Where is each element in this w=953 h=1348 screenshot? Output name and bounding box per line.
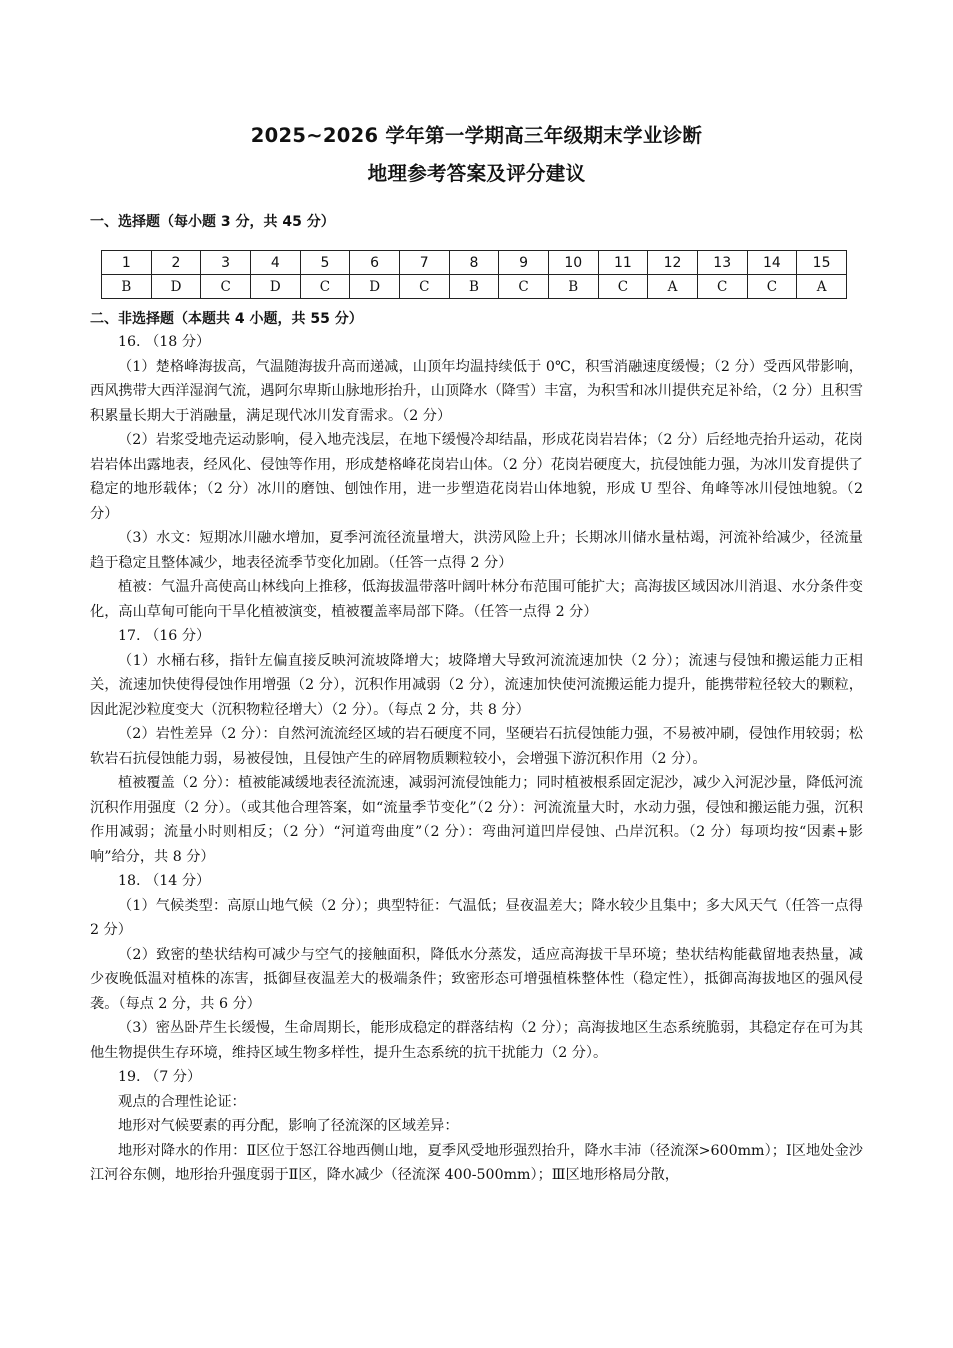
question-number: 4 (250, 251, 300, 275)
question-number: 3 (201, 251, 251, 275)
q19-line-1: 观点的合理性论证： (118, 1093, 246, 1110)
question-number: 12 (648, 251, 698, 275)
question-17-header: 17. （16 分） (118, 628, 211, 644)
q16-part-3-hydrology: （3）水文：短期冰川融水增加，夏季河流径流量增大，洪涝风险上升；长期冰川储水量枯竭，河流补给减少，径流量趋于稳定且整体减少，地表径流季节变化加剧。（任答一点得 2 分） (90, 530, 863, 571)
question-number: 2 (151, 251, 201, 275)
question-number-row (102, 251, 847, 275)
q16-part-2: （2）岩浆受地壳运动影响，侵入地壳浅层，在地下缓慢冷却结晶，形成花岗岩岩体；（2 分）后经地壳抬升运动，花岗岩岩体出露地表，经风化、侵蚀等作用，形成楚格峰花岗岩山体。（2 分）花岗岩硬度大，抗侵蚀能力强，为冰川发育提供了稳定的地形载体；（2 分）冰川的磨蚀、刨蚀作用，进一步塑造花岗岩山体地貌，形成 U 型谷、角峰等冰川侵蚀地貌。（2 分） (90, 432, 863, 522)
section-1-heading: 一、选择题（每小题 3 分，共 45 分） (90, 214, 335, 230)
answer-cell: C (598, 275, 648, 299)
answer-body (90, 330, 863, 1188)
section-2-heading: 二、非选择题（本题共 4 小题，共 55 分） (90, 311, 363, 327)
answer-cell: C (747, 275, 797, 299)
q17-part-2-vegetation: 植被覆盖（2 分）：植被能减缓地表径流流速，减弱河流侵蚀能力；同时植被根系固定泥沙，减少入河泥沙量，降低河流沉积作用强度（2 分）。（或其他合理答案，如“流量季节变化”（2 分）：河流流量大时，水动力强，侵蚀和搬运能力强，沉积作用减弱；流量小时则相反；（2 分）“河道弯曲度”（2 分）：弯曲河道凹岸侵蚀、凸岸沉积。（2 分）每项均按“因素+影响”给分，共 8 分） (90, 775, 863, 865)
q16-part-1: （1）楚格峰海拔高，气温随海拔升高而递减，山顶年均温持续低于 0℃，积雪消融速度缓慢；（2 分）受西风带影响，西风携带大西洋湿润气流，遇阿尔卑斯山脉地形抬升，山顶降水（降雪）丰富，为积雪和冰川提供充足补给，（2 分）且积雪积累量长期大于消融量，满足现代冰川发育需求。（2 分） (90, 358, 863, 424)
answer-cell: C (399, 275, 449, 299)
question-18-header: 18. （14 分） (118, 873, 211, 889)
question-number: 9 (499, 251, 549, 275)
q19-line-2: 地形对气候要素的再分配，影响了径流深的区域差异： (118, 1118, 459, 1134)
answer-cell: C (300, 275, 350, 299)
question-number: 11 (598, 251, 648, 275)
q19-line-3: 地形对降水的作用：Ⅱ区位于怒江谷地西侧山地，夏季风受地形强烈抬升，降水丰沛（径流深>600mm）；Ⅰ区地处金沙江河谷东侧，地形抬升强度弱于Ⅱ区，降水减少（径流深 400-500mm）；Ⅲ区地形格局分散， (90, 1142, 863, 1183)
question-number: 8 (449, 251, 499, 275)
q17-part-2-lithology: （2）岩性差异（2 分）：自然河流流经区域的岩石硬度不同，坚硬岩石抗侵蚀能力强，不易被冲刷，侵蚀作用较弱；松软岩石抗侵蚀能力弱，易被侵蚀，且侵蚀产生的碎屑物质颗粒较小，会增强下游沉积作用（2 分）。 (90, 726, 863, 767)
answer-cell: A (648, 275, 698, 299)
question-number: 1 (102, 251, 152, 275)
q18-part-1: （1）气候类型：高原山地气候（2 分）；典型特征：气温低；昼夜温差大；降水较少且集中；多大风天气（任答一点得 2 分） (90, 897, 863, 938)
answer-cell: B (449, 275, 499, 299)
q16-part-3-vegetation: 植被：气温升高使高山林线向上推移，低海拔温带落叶阔叶林分布范围可能扩大；高海拔区域因冰川消退、水分条件变化，高山草甸可能向干旱化植被演变，植被覆盖率局部下降。（任答一点得 2 分） (90, 579, 863, 620)
question-number: 14 (747, 251, 797, 275)
question-number: 7 (399, 251, 449, 275)
question-number: 13 (697, 251, 747, 275)
answer-cell: D (151, 275, 201, 299)
answer-row (102, 275, 847, 299)
answer-cell: A (797, 275, 847, 299)
answer-cell: C (201, 275, 251, 299)
question-number: 15 (797, 251, 847, 275)
title-line-2: 地理参考答案及评分建议 (367, 162, 586, 185)
answer-cell: D (350, 275, 400, 299)
question-number: 5 (300, 251, 350, 275)
answer-cell: B (102, 275, 152, 299)
question-19-header: 19. （7 分） (118, 1069, 202, 1085)
answer-table (101, 250, 847, 299)
q17-part-1: （1）水桶右移，指针左偏直接反映河流坡降增大；坡降增大导致河流流速加快（2 分）；流速与侵蚀和搬运能力正相关，流速加快使得侵蚀作用增强（2 分），沉积作用减弱（2 分），流速加快使河流搬运能力提升，能携带粒径较大的颗粒，因此泥沙粒度变大（沉积物粒径增大）（2 分）。（每点 2 分，共 8 分） (90, 652, 863, 718)
answer-cell: D (250, 275, 300, 299)
q18-part-2: （2）致密的垫状结构可减少与空气的接触面积，降低水分蒸发，适应高海拔干旱环境；垫状结构能截留地表热量，减少夜晚低温对植株的冻害，抵御昼夜温差大的极端条件；致密形态可增强植株整体性（稳定性），抵御高海拔地区的强风侵袭。（每点 2 分，共 6 分） (90, 946, 863, 1012)
question-number: 10 (548, 251, 598, 275)
answer-cell: C (499, 275, 549, 299)
answer-cell: C (697, 275, 747, 299)
question-number: 6 (350, 251, 400, 275)
answer-cell: B (548, 275, 598, 299)
question-16-header: 16. （18 分） (118, 334, 211, 350)
q18-part-3: （3）密丛卧芹生长缓慢，生命周期长，能形成稳定的群落结构（2 分）；高海拔地区生态系统脆弱，其稳定存在可为其他生物提供生存环境，维持区域生物多样性，提升生态系统的抗干扰能力（2 分）。 (90, 1020, 863, 1061)
title-line-1: 2025~2026 学年第一学期高三年级期末学业诊断 (250, 124, 703, 147)
